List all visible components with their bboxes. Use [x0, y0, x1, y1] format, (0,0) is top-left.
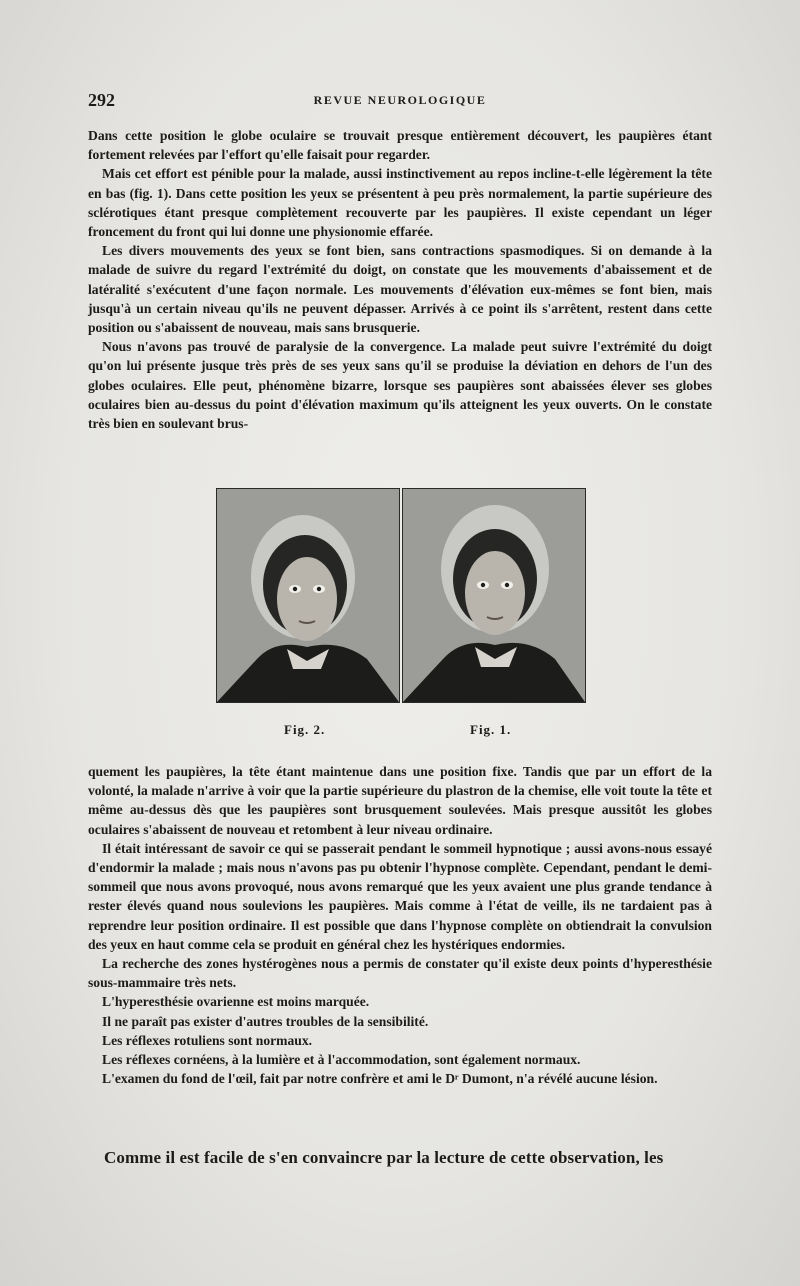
paragraph: Mais cet effort est pénible pour la malade, aussi instinctivement au repos incline-t-elle légèrement la tête en bas (fig. 1). Dans cette position les yeux se présentent à peu près normalement, la partie supérieure des sclérotiques étant presque complètement recouverte par les paupières. Il existe cependant un léger froncement du front qui lui donne une physionomie effarée.	[88, 166, 712, 240]
paragraph: quement les paupières, la tête étant maintenue dans une position fixe. Tandis que par un effort de la volonté, la malade n'arrive à voir que la partie supérieure du plastron de la chemise, elle voit toute la tête et même au-dessus dès que les paupières sont brusquement soulevées. Mais presque aussitôt les globes oculaires s'abaissent de nouveau et retombent à leur niveau ordinaire.	[88, 764, 712, 837]
paragraph: Dans cette position le globe oculaire se trouvait presque entièrement découvert, les paupières étant fortement relevées par l'effort qu'elle faisait pour regarder.	[88, 128, 712, 163]
paragraph: L'hyperesthésie ovarienne est moins marquée.	[102, 994, 370, 1010]
bottom-text-block	[88, 762, 712, 1088]
paragraph: Les réflexes rotuliens sont normaux.	[102, 1032, 313, 1048]
figure-pair	[216, 488, 584, 703]
portrait-woman-illustration	[217, 489, 399, 702]
portrait-woman-illustration	[403, 489, 585, 702]
page-header	[88, 90, 712, 114]
paragraph: Les réflexes cornéens, à la lumière et à l'accommodation, sont également normaux.	[102, 1052, 581, 1068]
paragraph: Il ne paraît pas exister d'autres troubles de la sensibilité.	[102, 1013, 429, 1029]
photograph-fig-2	[216, 488, 400, 703]
paragraph: Nous n'avons pas trouvé de paralysie de la convergence. La malade peut suivre l'extrémité du doigt qu'on lui présente jusque très près de ses yeux sans qu'il se produise la déviation en dehors de l'un des globes oculaires. Elle peut, phénomène bizarre, lorsque ses paupières sont abaissées élever ses globes oculaires bien au-dessus du point d'élévation maximum qu'ils atteignent les yeux ouverts. On le constate très bien en soulevant brus-	[88, 339, 712, 432]
closing-line: Comme il est facile de s'en convaincre par la lecture de cette observation, les	[104, 1148, 664, 1167]
caption-fig-1: Fig. 1.	[470, 722, 512, 737]
running-head: REVUE NEUROLOGIQUE	[313, 93, 487, 107]
top-text-block	[88, 126, 712, 433]
caption-fig-2: Fig. 2.	[284, 722, 326, 737]
paragraph: L'examen du fond de l'œil, fait par notre confrère et ami le Dʳ Dumont, n'a révélé aucune lésion.	[102, 1071, 658, 1087]
paragraph: Il était intéressant de savoir ce qui se passerait pendant le sommeil hypnotique ; aussi avons-nous essayé d'endormir la malade ; mais nous n'avons pas pu obtenir l'hypnose complète. Cependant, pendant le demi-sommeil que nous avons provoqué, nous avons remarqué que les yeux avaient une plus grande tendance à rester élevés quand nous soulevions les paupières. Mais comme à l'état de veille, ils ne tardaient pas à reprendre leur position ordinaire. Il est possible que dans l'hypnose complète on obtiendrait la convulsion des yeux en haut comme cela se produit en général chez les hystériques endormies.	[88, 840, 712, 952]
figure-captions	[216, 722, 584, 742]
paragraph: La recherche des zones hystérogènes nous a permis de constater qu'il existe deux points d'hyperesthésie sous-mammaire très nets.	[88, 956, 712, 991]
photograph-fig-1	[402, 488, 586, 703]
page-number: 292	[88, 90, 115, 110]
paragraph: Les divers mouvements des yeux se font bien, sans contractions spasmodiques. Si on demande à la malade de suivre du regard l'extrémité du doigt, on constate que les mouvements d'abaissement et de latéralité s'exécutent d'une façon normale. Les mouvements d'élévation eux-mêmes se font bien, mais jusqu'à un certain niveau qu'ils ne peuvent dépasser. Arrivés à ce point ils s'arrêtent, restent dans cette position ou s'abaissent de nouveau, mais sans brusquerie.	[88, 243, 712, 336]
